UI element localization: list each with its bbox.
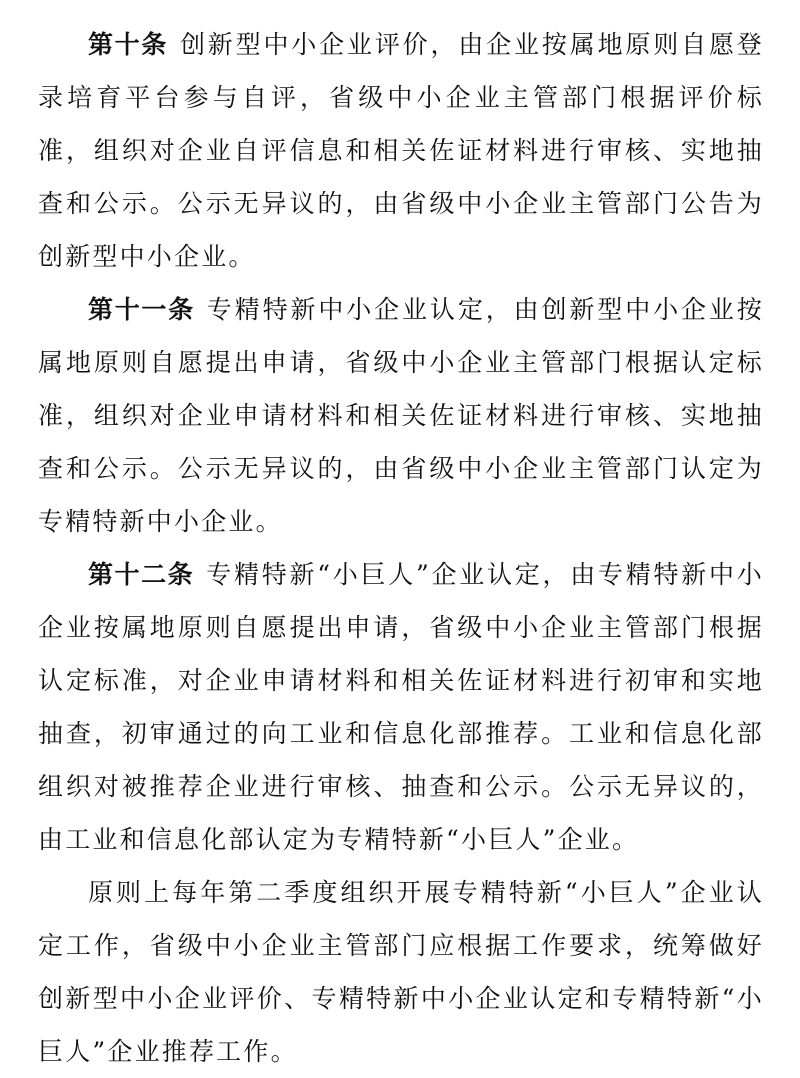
- article-11-body: 专精特新中小企业认定，由创新型中小企业按属地原则自愿提出申请，省级中小企业主管部门根据认定标准，组织对企业申请材料和相关佐证材料进行审核、实地抽查和公示。公示无异议的，由省级中小企业主管部门认定为专精特新中小企业。: [38, 295, 764, 536]
- article-11-heading: 第十一条: [88, 295, 195, 324]
- article-10: [38, 18, 764, 283]
- article-10-heading: 第十条: [88, 30, 168, 59]
- closing-paragraph: 原则上每年第二季度组织开展专精特新“小巨人”企业认定工作，省级中小企业主管部门应根据工作要求，统筹做好创新型中小企业评价、专精特新中小企业认定和专精特新“小巨人”企业推荐工作。: [38, 878, 764, 1066]
- article-10-body: 创新型中小企业评价，由企业按属地原则自愿登录培育平台参与自评，省级中小企业主管部门根据评价标准，组织对企业自评信息和相关佐证材料进行审核、实地抽查和公示。公示无异议的，由省级中小企业主管部门公告为创新型中小企业。: [38, 30, 764, 271]
- article-12-body: 专精特新“小巨人”企业认定，由专精特新中小企业按属地原则自愿提出申请，省级中小企业主管部门根据认定标准，对企业申请材料和相关佐证材料进行初审和实地抽查，初审通过的向工业和信息化部推荐。工业和信息化部组织对被推荐企业进行审核、抽查和公示。公示无异议的，由工业和信息化部认定为专精特新“小巨人”企业。: [38, 560, 764, 854]
- article-12: [38, 548, 764, 866]
- article-12-heading: 第十二条: [88, 560, 195, 589]
- article-11: [38, 283, 764, 548]
- document-page: [38, 18, 764, 1078]
